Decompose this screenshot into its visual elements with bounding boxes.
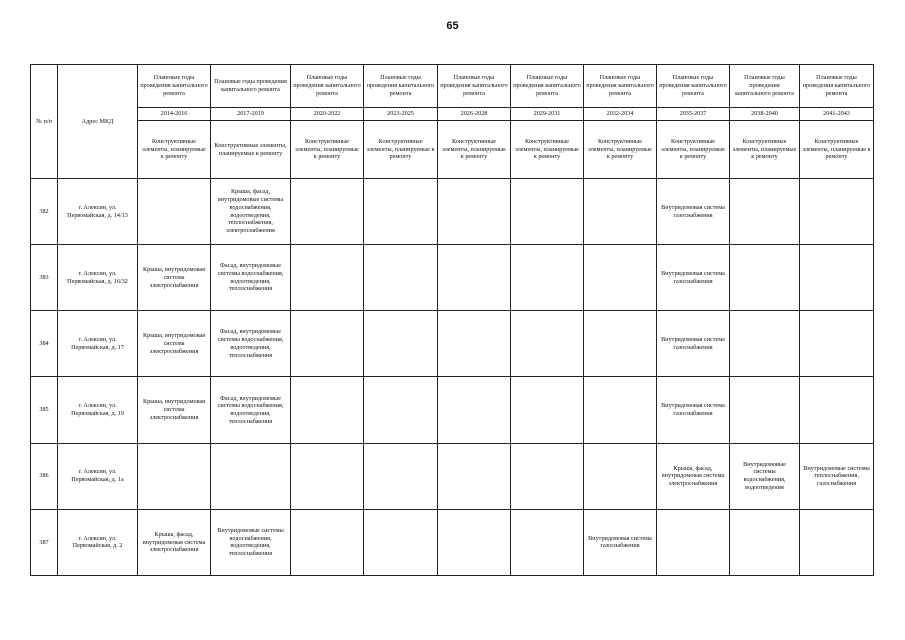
elements-header: Конструктивные элементы, планируемые к ремонту xyxy=(800,121,874,179)
period-title-header: Плановые годы проведения капитального ремонта xyxy=(584,65,657,108)
elements-header: Конструктивные элементы, планируемые к ремонту xyxy=(730,121,800,179)
period-title-header: Плановые годы проведения капитального ремонта xyxy=(800,65,874,108)
row-number: 383 xyxy=(31,245,58,311)
num-column-header: № п/п xyxy=(31,65,58,179)
period-years-header: 2035-2037 xyxy=(657,108,730,121)
repair-elements-cell xyxy=(800,509,874,575)
repair-elements-cell: Фасад, внутридомовые системы водоснабжения, водоотведения, теплоснабжения xyxy=(211,245,291,311)
repair-elements-cell: Крыша, внутридомовая система электроснабжения xyxy=(138,377,211,443)
table-body xyxy=(31,179,874,576)
period-title-header: Плановые годы проведения капитального ремонта xyxy=(211,65,291,108)
repair-elements-cell xyxy=(364,179,438,245)
repair-elements-cell xyxy=(730,245,800,311)
period-years-header: 2029-2031 xyxy=(511,108,584,121)
table-header xyxy=(31,65,874,179)
table-row xyxy=(31,443,874,509)
repair-elements-cell: Внутридомовые системы водоснабжения, водоотведения, теплоснабжения xyxy=(211,509,291,575)
period-title-header: Плановые годы проведения капитального ремонта xyxy=(511,65,584,108)
repair-elements-cell xyxy=(730,311,800,377)
repair-elements-cell xyxy=(511,179,584,245)
period-title-header: Плановые годы проведения капитального ремонта xyxy=(730,65,800,108)
elements-header: Конструктивные элементы, планируемые к ремонту xyxy=(657,121,730,179)
repair-elements-cell: Внутридомовая система газоснабжения xyxy=(657,245,730,311)
repair-elements-cell xyxy=(291,311,364,377)
period-title-header: Плановые годы проведения капитального ремонта xyxy=(657,65,730,108)
repair-elements-cell xyxy=(511,443,584,509)
period-years-header: 2020-2022 xyxy=(291,108,364,121)
repair-elements-cell: Крыша, внутридомовая система электроснабжения xyxy=(138,245,211,311)
repair-elements-cell xyxy=(511,509,584,575)
repair-elements-cell xyxy=(800,179,874,245)
repair-elements-cell xyxy=(730,509,800,575)
row-address: г. Алексин, ул. Первомайская, д. 1а xyxy=(58,443,138,509)
row-number: 386 xyxy=(31,443,58,509)
elements-header: Конструктивные элементы, планируемые к ремонту xyxy=(364,121,438,179)
repair-elements-cell xyxy=(291,509,364,575)
repair-elements-cell: Внутридомовые системы водоснабжения, водоотведения xyxy=(730,443,800,509)
repair-elements-cell xyxy=(584,245,657,311)
row-number: 385 xyxy=(31,377,58,443)
period-years-header: 2026-2028 xyxy=(438,108,511,121)
repair-elements-cell: Крыша, фасад, внутридомовая система электроснабжения xyxy=(657,443,730,509)
period-title-header: Плановые годы проведения капитального ремонта xyxy=(364,65,438,108)
row-number: 382 xyxy=(31,179,58,245)
repair-elements-cell xyxy=(511,311,584,377)
repair-elements-cell: Крыша, фасад, внутридомовая система электроснабжения xyxy=(138,509,211,575)
repair-elements-cell xyxy=(584,179,657,245)
repair-elements-cell xyxy=(364,311,438,377)
repair-elements-cell xyxy=(438,443,511,509)
repair-elements-cell xyxy=(291,179,364,245)
repair-elements-cell: Внутридомовая система газоснабжения xyxy=(657,311,730,377)
repair-elements-cell xyxy=(584,311,657,377)
row-number: 387 xyxy=(31,509,58,575)
repair-elements-cell xyxy=(800,377,874,443)
table-row xyxy=(31,377,874,443)
row-address: г. Алексин, ул. Первомайская, д. 14/13 xyxy=(58,179,138,245)
address-column-header: Адрес МКД xyxy=(58,65,138,179)
row-address: г. Алексин, ул. Первомайская, д. 16/32 xyxy=(58,245,138,311)
repair-elements-cell xyxy=(291,443,364,509)
period-years-header: 2041-2043 xyxy=(800,108,874,121)
repair-elements-cell: Внутридомовые системы теплоснабжения, газоснабжения xyxy=(800,443,874,509)
repair-elements-cell: Крыша, фасад, внутридомовые системы водоснабжения, водоотведения, теплоснабжения, электроснабжения xyxy=(211,179,291,245)
elements-header: Конструктивные элементы, планируемые к ремонту xyxy=(511,121,584,179)
repair-elements-cell xyxy=(657,509,730,575)
row-address: г. Алексин, ул. Первомайская, д. 17 xyxy=(58,311,138,377)
elements-header: Конструктивные элементы, планируемые к ремонту xyxy=(138,121,211,179)
repair-elements-cell xyxy=(291,245,364,311)
repair-elements-cell: Фасад, внутридомовые системы водоснабжения, водоотведения, теплоснабжения xyxy=(211,377,291,443)
elements-header: Конструктивные элементы, планируемые к ремонту xyxy=(584,121,657,179)
repair-elements-cell xyxy=(138,179,211,245)
period-years-header: 2023-2025 xyxy=(364,108,438,121)
table-row xyxy=(31,311,874,377)
repair-elements-cell xyxy=(138,443,211,509)
repair-elements-cell xyxy=(438,245,511,311)
repair-elements-cell xyxy=(800,245,874,311)
repair-elements-cell xyxy=(364,443,438,509)
repair-elements-cell xyxy=(291,377,364,443)
repair-elements-cell: Внутридомовая система газоснабжения xyxy=(657,179,730,245)
repair-elements-cell xyxy=(438,509,511,575)
period-title-header: Плановые годы проведения капитального ремонта xyxy=(138,65,211,108)
repair-elements-cell xyxy=(438,311,511,377)
repair-elements-cell xyxy=(438,377,511,443)
table-row xyxy=(31,179,874,245)
repair-elements-cell xyxy=(800,311,874,377)
row-number: 384 xyxy=(31,311,58,377)
repair-elements-cell: Крыша, внутридомовая система электроснабжения xyxy=(138,311,211,377)
repair-elements-cell xyxy=(511,245,584,311)
repair-schedule-table xyxy=(30,64,874,576)
repair-elements-cell xyxy=(584,443,657,509)
repair-elements-cell xyxy=(211,443,291,509)
period-title-header: Плановые годы проведения капитального ремонта xyxy=(438,65,511,108)
row-address: г. Алексин, ул. Первомайская, д. 2 xyxy=(58,509,138,575)
repair-elements-cell xyxy=(730,377,800,443)
table-row xyxy=(31,509,874,575)
repair-elements-cell: Фасад, внутридомовые системы водоснабжения, водоотведения, теплоснабжения xyxy=(211,311,291,377)
repair-elements-cell xyxy=(584,377,657,443)
repair-elements-cell xyxy=(364,377,438,443)
repair-elements-cell xyxy=(364,245,438,311)
period-years-header: 2038-2040 xyxy=(730,108,800,121)
row-address: г. Алексин, ул. Первомайская, д. 19 xyxy=(58,377,138,443)
elements-header: Конструктивные элементы, планируемые к ремонту xyxy=(211,121,291,179)
period-years-header: 2032-2034 xyxy=(584,108,657,121)
repair-elements-cell xyxy=(364,509,438,575)
elements-header: Конструктивные элементы, планируемые к ремонту xyxy=(438,121,511,179)
table-row xyxy=(31,245,874,311)
period-title-header: Плановые годы проведения капитального ремонта xyxy=(291,65,364,108)
repair-elements-cell: Внутридомовая система газоснабжения xyxy=(584,509,657,575)
repair-elements-cell xyxy=(511,377,584,443)
repair-elements-cell: Внутридомовая система газоснабжения xyxy=(657,377,730,443)
elements-header: Конструктивные элементы, планируемые к ремонту xyxy=(291,121,364,179)
period-years-header: 2017-2019 xyxy=(211,108,291,121)
repair-elements-cell xyxy=(730,179,800,245)
period-years-header: 2014-2016 xyxy=(138,108,211,121)
repair-elements-cell xyxy=(438,179,511,245)
page-number: 65 xyxy=(446,20,459,32)
